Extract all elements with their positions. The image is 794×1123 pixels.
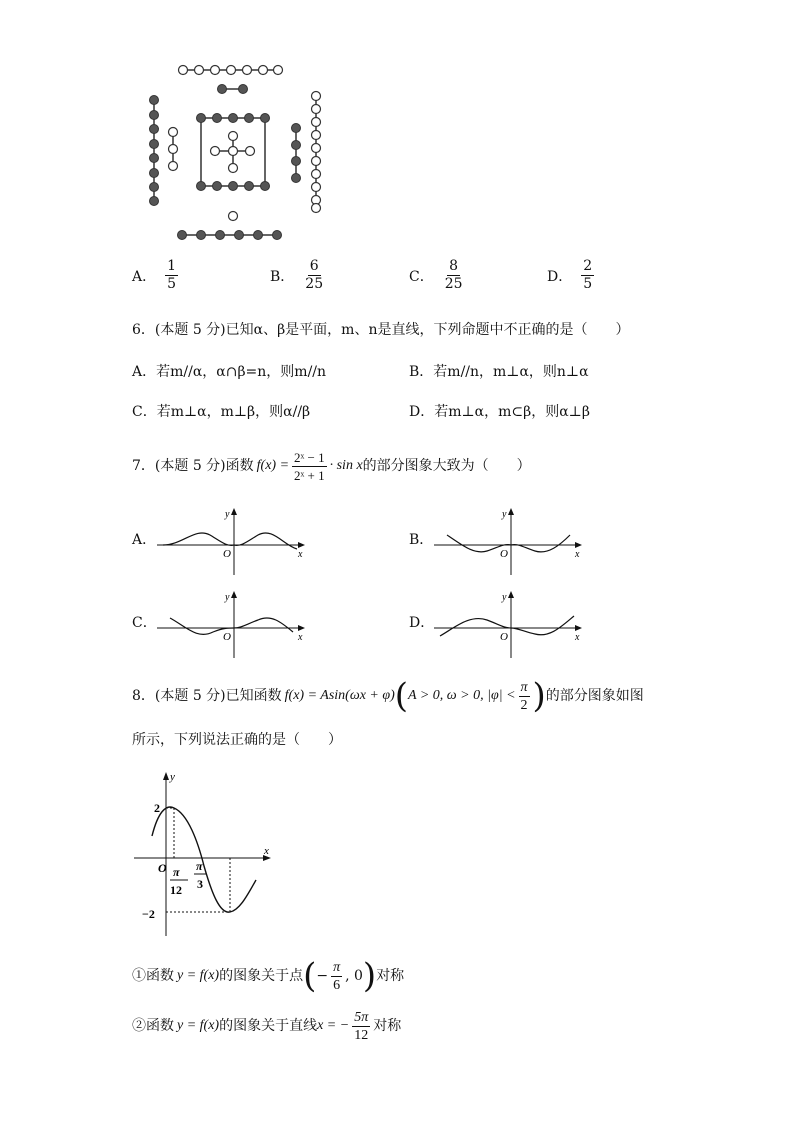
origin-label: O bbox=[223, 631, 231, 643]
q7-sin: · sin x bbox=[329, 458, 363, 473]
left-paren: ( bbox=[303, 956, 317, 996]
x-axis-label: x bbox=[575, 549, 580, 560]
option-letter: A． bbox=[132, 268, 157, 285]
denominator: 6 bbox=[333, 977, 341, 993]
right-paren: ) bbox=[532, 676, 546, 716]
q7-option-b-label[interactable]: B． bbox=[409, 532, 434, 548]
q8-sine-graph bbox=[130, 766, 278, 938]
q7-option-c-graph[interactable] bbox=[155, 588, 315, 660]
q5-dot-figure bbox=[140, 58, 340, 243]
x-axis-label: x bbox=[575, 632, 580, 643]
q8-stem-line2: 所示，下列说法正确的是（ ） bbox=[132, 732, 342, 748]
q7-function: f(x) = bbox=[256, 458, 290, 473]
x-axis-label: x bbox=[298, 549, 303, 560]
q8-function: f(x) = Asin(ωx + φ) bbox=[284, 688, 395, 703]
option-letter: C． bbox=[409, 268, 434, 285]
y-axis-label: y bbox=[225, 592, 230, 603]
s2-function: y = f(x) bbox=[177, 1018, 220, 1033]
denominator: 2ˣ + 1 bbox=[294, 467, 325, 483]
fraction bbox=[303, 258, 325, 293]
x-axis-label: x bbox=[264, 845, 269, 857]
s2-suffix: 对称 bbox=[373, 1018, 402, 1034]
q6-option-a[interactable]: A．若m//α，α∩β=n，则m//n bbox=[132, 364, 327, 380]
fraction bbox=[581, 258, 594, 293]
s1-function: y = f(x) bbox=[177, 968, 220, 983]
denominator: 5 bbox=[167, 276, 177, 292]
q8-condition: A > 0, ω > 0, |φ| < bbox=[408, 688, 516, 703]
s1-suffix: 对称 bbox=[376, 968, 405, 984]
x-tick2-den: 3 bbox=[197, 877, 203, 891]
q8-stem-line1 bbox=[132, 674, 644, 718]
s1-fraction bbox=[331, 959, 342, 994]
y-max-label: 2 bbox=[154, 801, 160, 815]
q5-option-b[interactable] bbox=[270, 258, 328, 293]
s1-point-pre: − bbox=[316, 968, 329, 984]
s1-prefix: ①函数 bbox=[132, 968, 174, 984]
q7-option-b-graph[interactable] bbox=[432, 505, 592, 577]
q6-option-d[interactable]: D．若m⊥α，m⊂β，则α⊥β bbox=[409, 404, 590, 420]
q5-option-a[interactable] bbox=[132, 258, 181, 293]
s2-prefix: ②函数 bbox=[132, 1018, 174, 1034]
y-axis-label: y bbox=[170, 771, 175, 783]
q8-statement-2 bbox=[132, 1004, 401, 1048]
q7-option-d-graph[interactable] bbox=[432, 588, 592, 660]
denominator: 12 bbox=[354, 1027, 369, 1043]
q7-option-d-label[interactable]: D． bbox=[409, 615, 435, 631]
q7-prefix: 7．(本题 5 分)函数 bbox=[132, 458, 254, 474]
q8-suffix: 的部分图象如图 bbox=[545, 688, 644, 704]
fraction bbox=[165, 258, 178, 293]
y-axis-label: y bbox=[502, 592, 507, 603]
y-axis-label: y bbox=[225, 509, 230, 520]
denominator: 25 bbox=[305, 276, 324, 292]
s2-fraction bbox=[352, 1009, 370, 1044]
origin-label: O bbox=[158, 861, 167, 875]
option-letter: B． bbox=[270, 268, 295, 285]
x-axis-label: x bbox=[298, 632, 303, 643]
origin-label: O bbox=[500, 548, 508, 560]
numerator: 1 bbox=[167, 258, 177, 274]
left-paren: ( bbox=[394, 676, 409, 716]
origin-label: O bbox=[500, 631, 508, 643]
denominator: 2 bbox=[520, 697, 528, 713]
q8-condition-fraction bbox=[519, 679, 530, 714]
fraction bbox=[443, 258, 465, 293]
numerator: π bbox=[333, 959, 341, 975]
numerator: 8 bbox=[449, 258, 459, 274]
right-paren: ) bbox=[362, 956, 377, 996]
q5-option-c[interactable] bbox=[409, 258, 468, 293]
q7-fraction bbox=[292, 449, 327, 484]
q7-option-a-graph[interactable] bbox=[155, 505, 315, 577]
x-tick2-num: π bbox=[196, 859, 203, 873]
q5-option-d[interactable] bbox=[547, 258, 597, 293]
s2-equation: x = − bbox=[317, 1018, 350, 1033]
numerator: 2 bbox=[583, 258, 593, 274]
numerator: π bbox=[520, 679, 528, 695]
denominator: 25 bbox=[444, 276, 463, 292]
q7-option-c-label[interactable]: C． bbox=[132, 615, 157, 631]
denominator: 5 bbox=[583, 276, 593, 292]
s1-point-post: , 0 bbox=[345, 968, 363, 984]
q7-option-a-label[interactable]: A． bbox=[132, 532, 157, 548]
q6-option-c[interactable]: C．若m⊥α，m⊥β，则α//β bbox=[132, 404, 311, 420]
s2-mid: 的图象关于直线 bbox=[219, 1018, 318, 1034]
q7-stem bbox=[132, 446, 531, 486]
numerator: 5π bbox=[354, 1009, 369, 1025]
x-tick1-den: 12 bbox=[170, 883, 182, 897]
y-axis-label: y bbox=[502, 509, 507, 520]
y-min-label: −2 bbox=[142, 907, 155, 921]
q7-suffix: 的部分图象大致为（ ） bbox=[362, 458, 531, 474]
q8-prefix: 8．(本题 5 分)已知函数 bbox=[132, 688, 282, 704]
q6-stem: 6．(本题 5 分)已知α、β是平面，m、n是直线，下列命题中不正确的是（ ） bbox=[132, 322, 630, 338]
origin-label: O bbox=[223, 548, 231, 560]
numerator: 6 bbox=[309, 258, 319, 274]
x-tick1-num: π bbox=[173, 865, 180, 879]
q8-statement-1 bbox=[132, 954, 404, 998]
option-letter: D． bbox=[547, 268, 573, 285]
numerator: 2ˣ − 1 bbox=[294, 449, 325, 465]
s1-mid: 的图象关于点 bbox=[219, 968, 304, 984]
q6-option-b[interactable]: B．若m//n，m⊥α，则n⊥α bbox=[409, 364, 589, 380]
